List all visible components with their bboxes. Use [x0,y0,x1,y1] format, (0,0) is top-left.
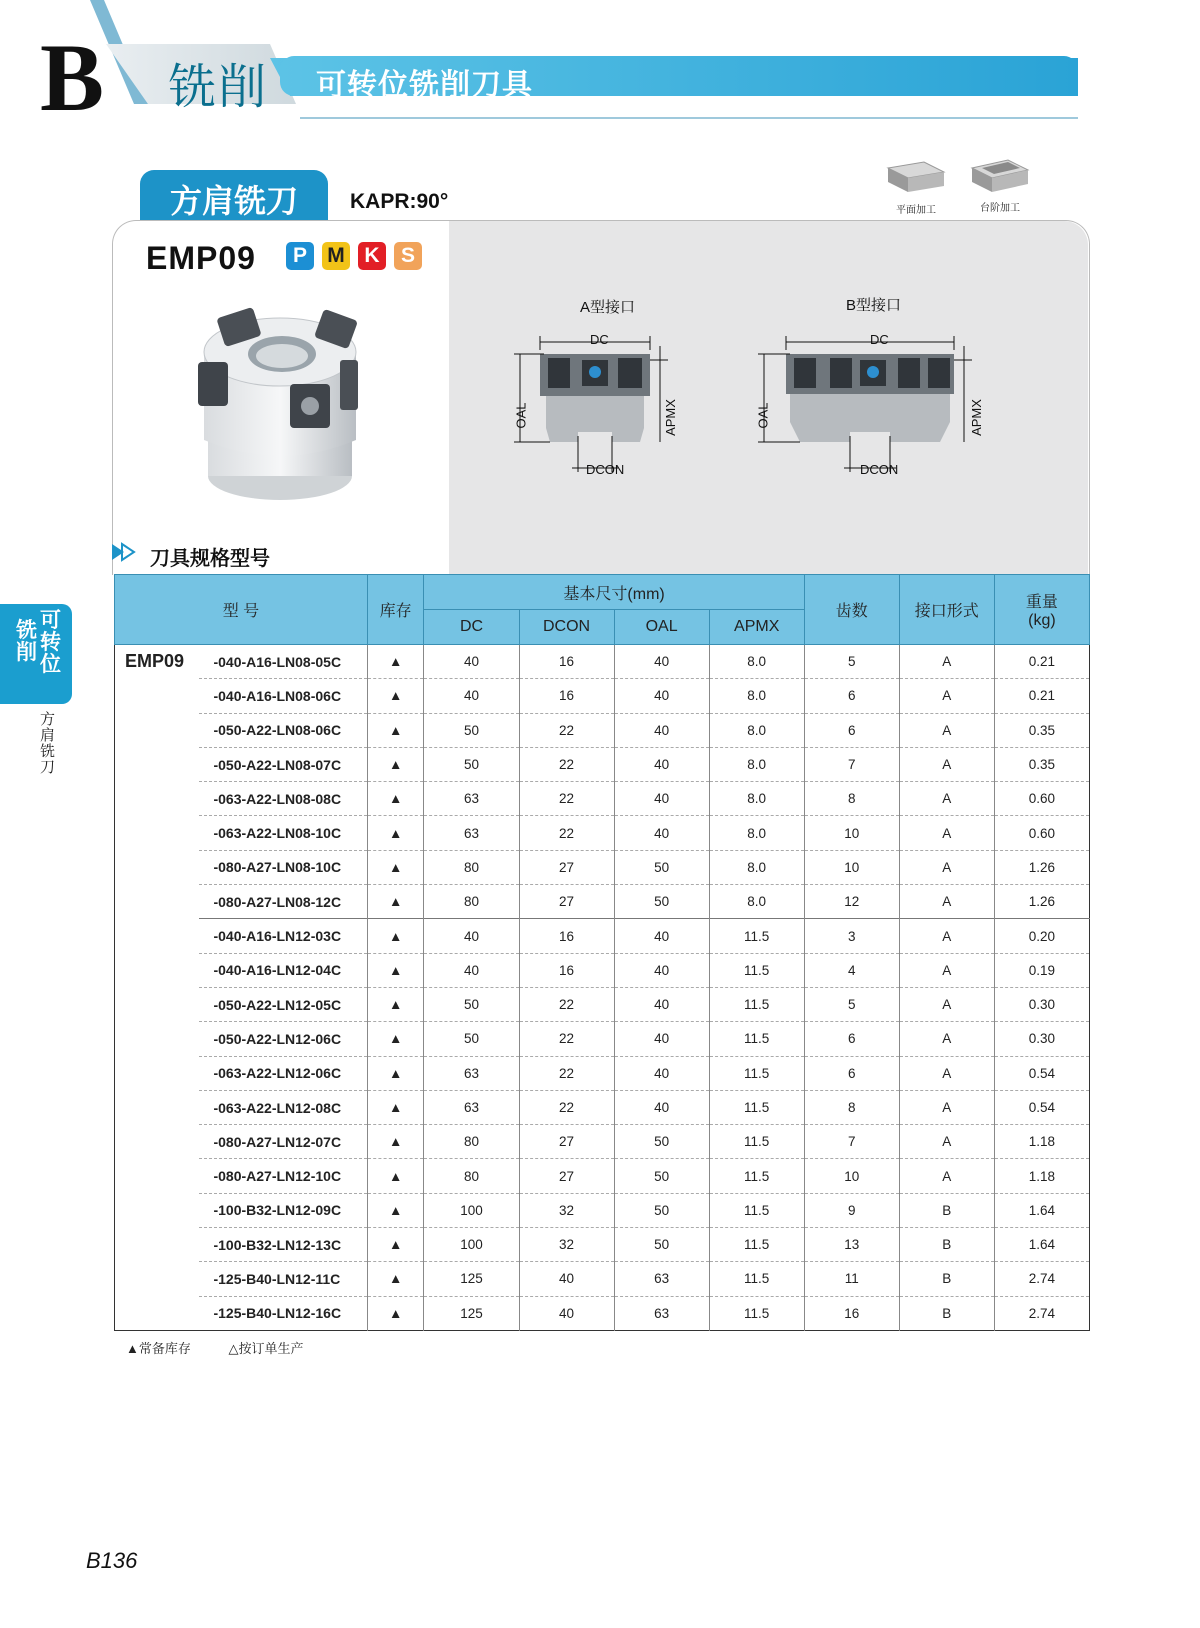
cell-apmx: 8.0 [709,850,804,884]
cell-teeth: 7 [804,1125,899,1159]
diagram-b-dcon: DCON [860,462,899,477]
cell-apmx: 8.0 [709,679,804,713]
cell-apmx: 11.5 [709,1090,804,1124]
cell-stock: ▲ [367,1262,424,1296]
header-stock: 库存 [367,575,424,645]
cell-weight: 0.19 [994,953,1089,987]
series-name: EMP09 [125,651,185,671]
header-weight-label: 重量 [1025,594,1058,611]
table-row [115,1056,1090,1090]
cell-interface: A [899,1125,994,1159]
cell-dc: 40 [424,953,519,987]
cell-teeth: 6 [804,713,899,747]
cell-interface: B [899,1296,994,1330]
table-row [115,1090,1090,1124]
cell-dc: 125 [424,1262,519,1296]
cell-dcon: 40 [519,1262,614,1296]
cell-interface: A [899,919,994,953]
cell-oal: 40 [614,816,709,850]
cell-teeth: 8 [804,1090,899,1124]
cell-dc: 40 [424,679,519,713]
cell-interface: A [899,1159,994,1193]
cell-stock: ▲ [367,816,424,850]
table-row [115,1262,1090,1296]
header-dcon: DCON [519,610,614,645]
cell-dcon: 22 [519,713,614,747]
cell-teeth: 13 [804,1228,899,1262]
milling-cutter-photo [190,300,380,510]
side-tab-sub: 方肩铣刀 [40,711,56,776]
page-number: B136 [86,1548,138,1573]
cell-model: -040-A16-LN08-06C [199,679,367,713]
header-teeth: 齿数 [804,575,899,645]
cell-dc: 80 [424,850,519,884]
table-row [115,953,1090,987]
cell-interface: A [899,645,994,679]
cell-dc: 50 [424,747,519,781]
cell-dc: 80 [424,1125,519,1159]
cell-dcon: 27 [519,885,614,919]
table-row [115,1296,1090,1330]
material-badge-m: M [322,242,350,270]
cell-dcon: 22 [519,1022,614,1056]
cell-teeth: 10 [804,1159,899,1193]
cell-weight: 1.64 [994,1193,1089,1227]
cell-apmx: 11.5 [709,1159,804,1193]
cell-interface: A [899,953,994,987]
cell-stock: ▲ [367,679,424,713]
header-interface: 接口形式 [899,575,994,645]
cell-weight: 0.21 [994,679,1089,713]
cell-dc: 63 [424,816,519,850]
cell-interface: A [899,713,994,747]
cell-weight: 2.74 [994,1262,1089,1296]
legend-stock: ▲常备库存 [126,1341,191,1356]
cell-model: -100-B32-LN12-09C [199,1193,367,1227]
cell-weight: 1.26 [994,885,1089,919]
cell-dcon: 27 [519,1125,614,1159]
cell-weight: 0.21 [994,645,1089,679]
legend-made-to-order: △按订单生产 [228,1341,304,1356]
diagram-b-title: B型接口 [846,297,902,314]
cell-model: -080-A27-LN08-12C [199,885,367,919]
cell-teeth: 9 [804,1193,899,1227]
cell-oal: 50 [614,1193,709,1227]
cell-model: -125-B40-LN12-16C [213,1305,342,1322]
cell-model: -100-B32-LN12-13C [199,1228,367,1262]
cell-dcon: 27 [519,850,614,884]
cell-oal: 40 [614,987,709,1021]
shoulder-milling-block-icon [968,156,1032,198]
cell-weight: 0.30 [994,987,1089,1021]
cell-weight: 1.26 [994,850,1089,884]
spec-table-body [115,645,1090,1331]
process-shoulder-milling [968,156,1032,214]
table-row [115,1022,1090,1056]
cell-teeth: 6 [804,1056,899,1090]
section-subtitle: 可转位铣削刀具 [316,69,533,102]
cell-oal: 40 [614,747,709,781]
cell-stock: ▲ [367,713,424,747]
cell-dcon: 40 [519,1296,614,1330]
cell-apmx: 11.5 [709,953,804,987]
table-row [115,747,1090,781]
cell-interface: A [899,1090,994,1124]
cell-teeth: 10 [804,816,899,850]
cell-model: -050-A22-LN08-06C [199,713,367,747]
cell-model: -063-A22-LN12-06C [199,1056,367,1090]
cell-stock: ▲ [367,953,424,987]
cell-interface: A [899,885,994,919]
cell-teeth: 7 [804,747,899,781]
spec-table [114,574,1090,1331]
cell-oal: 40 [614,1090,709,1124]
cell-oal: 50 [614,850,709,884]
cell-apmx: 8.0 [709,782,804,816]
cell-dcon: 32 [519,1228,614,1262]
cell-weight: 2.74 [994,1296,1089,1330]
category-tab-label: 方肩铣刀 [170,183,299,219]
kapr-label: KAPR:90° [350,190,449,213]
cell-model: -040-A16-LN08-05C [199,645,367,679]
table-row [115,1125,1090,1159]
cell-teeth: 5 [804,987,899,1021]
header-weight-unit: (kg) [1028,612,1056,629]
diagram-a-dcon: DCON [586,462,625,477]
cell-dc: 63 [424,782,519,816]
cell-model: -050-A22-LN12-06C [199,1022,367,1056]
cell-apmx: 8.0 [709,747,804,781]
process-caption: 台阶加工 [980,203,1020,214]
cell-weight: 0.20 [994,919,1089,953]
cell-weight: 0.30 [994,1022,1089,1056]
diagram-b-apmx: APMX [968,399,984,436]
cell-apmx: 8.0 [709,816,804,850]
cell-apmx: 8.0 [709,713,804,747]
table-row [115,645,1090,679]
cell-interface: A [899,747,994,781]
cell-dcon: 27 [519,1159,614,1193]
cell-apmx: 11.5 [709,987,804,1021]
cell-weight: 0.35 [994,713,1089,747]
header-apmx: APMX [709,610,804,645]
cell-stock: ▲ [367,645,424,679]
cell-dcon: 22 [519,1056,614,1090]
legend [126,1338,338,1357]
cell-model: -063-A22-LN08-08C [199,782,367,816]
cell-apmx: 11.5 [709,1056,804,1090]
cell-oal: 50 [614,885,709,919]
cell-teeth: 8 [804,782,899,816]
cell-interface: B [899,1228,994,1262]
header-oal: OAL [614,610,709,645]
cell-weight: 1.18 [994,1159,1089,1193]
cell-stock: ▲ [367,1125,424,1159]
cell-dc: 125 [424,1296,519,1330]
table-row [115,679,1090,713]
table-row [115,1228,1090,1262]
cell-apmx: 11.5 [709,919,804,953]
cell-dc: 80 [424,1159,519,1193]
cell-stock: ▲ [367,1022,424,1056]
header-model: 型 号 [115,575,368,645]
cell-apmx: 8.0 [709,645,804,679]
table-row [115,987,1090,1021]
table-row [115,885,1090,919]
face-milling-block-icon [884,158,948,198]
cell-interface: A [899,1056,994,1090]
cell-stock: ▲ [367,1159,424,1193]
diagram-a-apmx: APMX [662,399,678,436]
cell-oal: 63 [614,1296,709,1330]
cell-oal: 40 [614,782,709,816]
cell-teeth: 11 [804,1262,899,1296]
cell-oal: 63 [614,1262,709,1296]
cell-dcon: 22 [519,987,614,1021]
cell-weight: 1.64 [994,1228,1089,1262]
cell-weight: 0.35 [994,747,1089,781]
cell-weight: 0.54 [994,1056,1089,1090]
table-row [115,1193,1090,1227]
cell-model: -125-B40-LN12-11C [199,1262,367,1296]
cell-interface: A [899,987,994,1021]
material-badges [286,242,422,270]
cell-apmx: 11.5 [709,1296,804,1330]
diagram-b-dc: DC [870,332,889,347]
section-letter: B [40,24,105,131]
cell-dcon: 22 [519,747,614,781]
cell-dcon: 22 [519,782,614,816]
header-dc: DC [424,610,519,645]
cell-weight: 1.18 [994,1125,1089,1159]
cell-apmx: 11.5 [709,1193,804,1227]
cell-stock: ▲ [367,782,424,816]
cell-apmx: 11.5 [709,1228,804,1262]
cell-interface: A [899,816,994,850]
cell-dcon: 16 [519,953,614,987]
cell-stock: ▲ [367,919,424,953]
cell-teeth: 12 [804,885,899,919]
cell-dc: 80 [424,885,519,919]
cell-weight: 0.54 [994,1090,1089,1124]
cell-weight: 0.60 [994,782,1089,816]
cell-oal: 40 [614,713,709,747]
table-row [115,713,1090,747]
cell-interface: B [899,1193,994,1227]
cell-model: -050-A22-LN12-05C [199,987,367,1021]
section-title: 铣削 [168,61,269,114]
diagram-a-oal: OAL [513,402,529,429]
cell-dcon: 16 [519,919,614,953]
cell-apmx: 8.0 [709,885,804,919]
cell-dc: 50 [424,713,519,747]
diagram-a-title: A型接口 [580,299,636,316]
table-row [115,1159,1090,1193]
cell-stock: ▲ [367,850,424,884]
cell-apmx: 11.5 [709,1262,804,1296]
cell-oal: 50 [614,1159,709,1193]
cell-model: -050-A22-LN08-07C [199,747,367,781]
cell-dcon: 32 [519,1193,614,1227]
cell-oal: 40 [614,953,709,987]
cell-interface: A [899,782,994,816]
cell-stock: ▲ [367,1296,424,1330]
cell-oal: 50 [614,1228,709,1262]
cell-model: -063-A22-LN08-10C [199,816,367,850]
cell-oal: 40 [614,1022,709,1056]
cell-dc: 100 [424,1228,519,1262]
cell-dc: 63 [424,1056,519,1090]
cell-stock: ▲ [367,1090,424,1124]
process-caption: 平面加工 [896,205,936,216]
cell-stock: ▲ [367,1193,424,1227]
cell-dcon: 16 [519,679,614,713]
cell-oal: 40 [614,645,709,679]
material-badge-s: S [394,242,422,270]
table-row [115,816,1090,850]
header-weight [994,575,1089,645]
cell-interface: A [899,850,994,884]
cell-dcon: 22 [519,1090,614,1124]
cell-stock: ▲ [367,1228,424,1262]
cell-dcon: 22 [519,816,614,850]
cell-model: -040-A16-LN12-03C [199,919,367,953]
cell-model: -080-A27-LN12-07C [199,1125,367,1159]
cell-dc: 50 [424,1022,519,1056]
table-row [115,850,1090,884]
diagram-b-oal: OAL [755,402,771,429]
cell-dc: 100 [424,1193,519,1227]
header-dims-group: 基本尺寸(mm) [424,575,804,610]
cell-teeth: 6 [804,1022,899,1056]
cell-weight: 0.60 [994,816,1089,850]
diagram-b-drawing [740,316,990,486]
diagram-a-dc: DC [590,332,609,347]
cell-teeth: 16 [804,1296,899,1330]
cell-model: -080-A27-LN08-10C [199,850,367,884]
cell-oal: 50 [614,1125,709,1159]
cell-model: -080-A27-LN12-10C [199,1159,367,1193]
cell-teeth: 6 [804,679,899,713]
table-row [115,782,1090,816]
cell-model: -040-A16-LN12-04C [199,953,367,987]
material-badge-p: P [286,242,314,270]
cell-teeth: 3 [804,919,899,953]
cell-dc: 50 [424,987,519,1021]
side-tab-main-2: 铣削 [16,619,37,664]
material-badge-k: K [358,242,386,270]
cell-dc: 40 [424,919,519,953]
table-row [115,919,1090,953]
cell-stock: ▲ [367,747,424,781]
cell-oal: 40 [614,1056,709,1090]
cell-teeth: 4 [804,953,899,987]
cell-oal: 40 [614,919,709,953]
cell-stock: ▲ [367,885,424,919]
spec-section-title: 刀具规格型号 [150,548,270,570]
cell-interface: A [899,1022,994,1056]
cell-stock: ▲ [367,987,424,1021]
cell-teeth: 5 [804,645,899,679]
process-face-milling [884,158,948,216]
cell-apmx: 11.5 [709,1125,804,1159]
cell-interface: A [899,679,994,713]
cell-interface: B [899,1262,994,1296]
cell-dc: 40 [424,645,519,679]
cell-apmx: 11.5 [709,1022,804,1056]
product-name: EMP09 [146,240,256,276]
double-chevron-icon [112,542,142,562]
cell-teeth: 10 [804,850,899,884]
cell-stock: ▲ [367,1056,424,1090]
side-tab-main-1: 可转位 [40,609,61,676]
cell-dcon: 16 [519,645,614,679]
cell-model: -063-A22-LN12-08C [199,1090,367,1124]
cell-dc: 63 [424,1090,519,1124]
cell-oal: 40 [614,679,709,713]
